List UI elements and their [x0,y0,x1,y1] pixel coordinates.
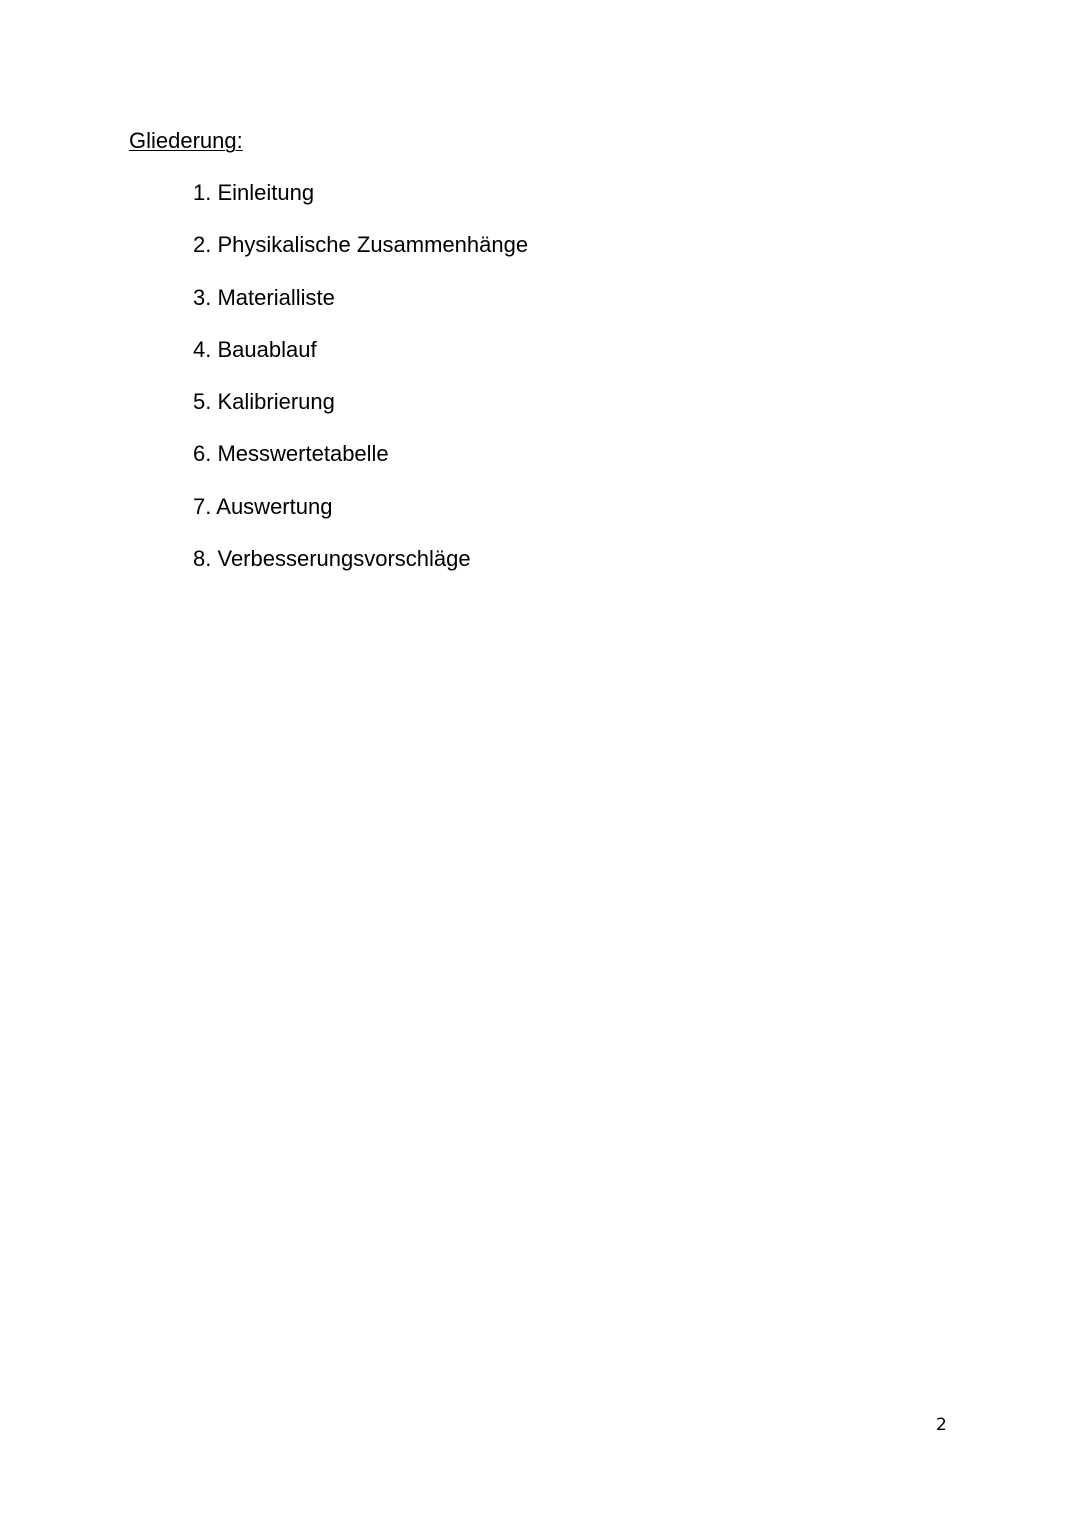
outline-item-title: Einleitung [217,180,315,205]
outline-item-number: 1. [193,180,212,205]
outline-item-title: Physikalische Zusammenhänge [217,232,529,258]
outline-item-number: 7. [193,493,212,519]
outline-item [193,179,528,207]
outline-item [193,336,528,364]
outline-item-number: 4. [193,336,212,362]
outline-item-number: 6. [193,441,212,467]
outline-item-number: 2. [193,232,212,258]
outline-list [193,179,528,597]
outline-item-number: 8. [193,546,212,572]
outline-item-title: Bauablauf [217,336,317,362]
outline-item-title: Materialliste [217,284,335,310]
outline-item [193,545,528,573]
outline-item-number: 3. [193,284,212,310]
outline-item-title: Messwertetabelle [217,441,389,467]
outline-item-title: Kalibrierung [217,389,335,415]
outline-item-title: Verbesserungsvorschläge [217,546,471,572]
outline-item-number: 5. [193,389,212,415]
outline-item [193,231,528,259]
outline-item [193,284,528,312]
outline-item [193,493,528,521]
outline-item-title: Auswertung [216,493,333,519]
page-number: 2 [936,1415,947,1435]
outline-heading: Gliederung: [129,128,243,153]
outline-item [193,440,528,468]
outline-item [193,388,528,416]
